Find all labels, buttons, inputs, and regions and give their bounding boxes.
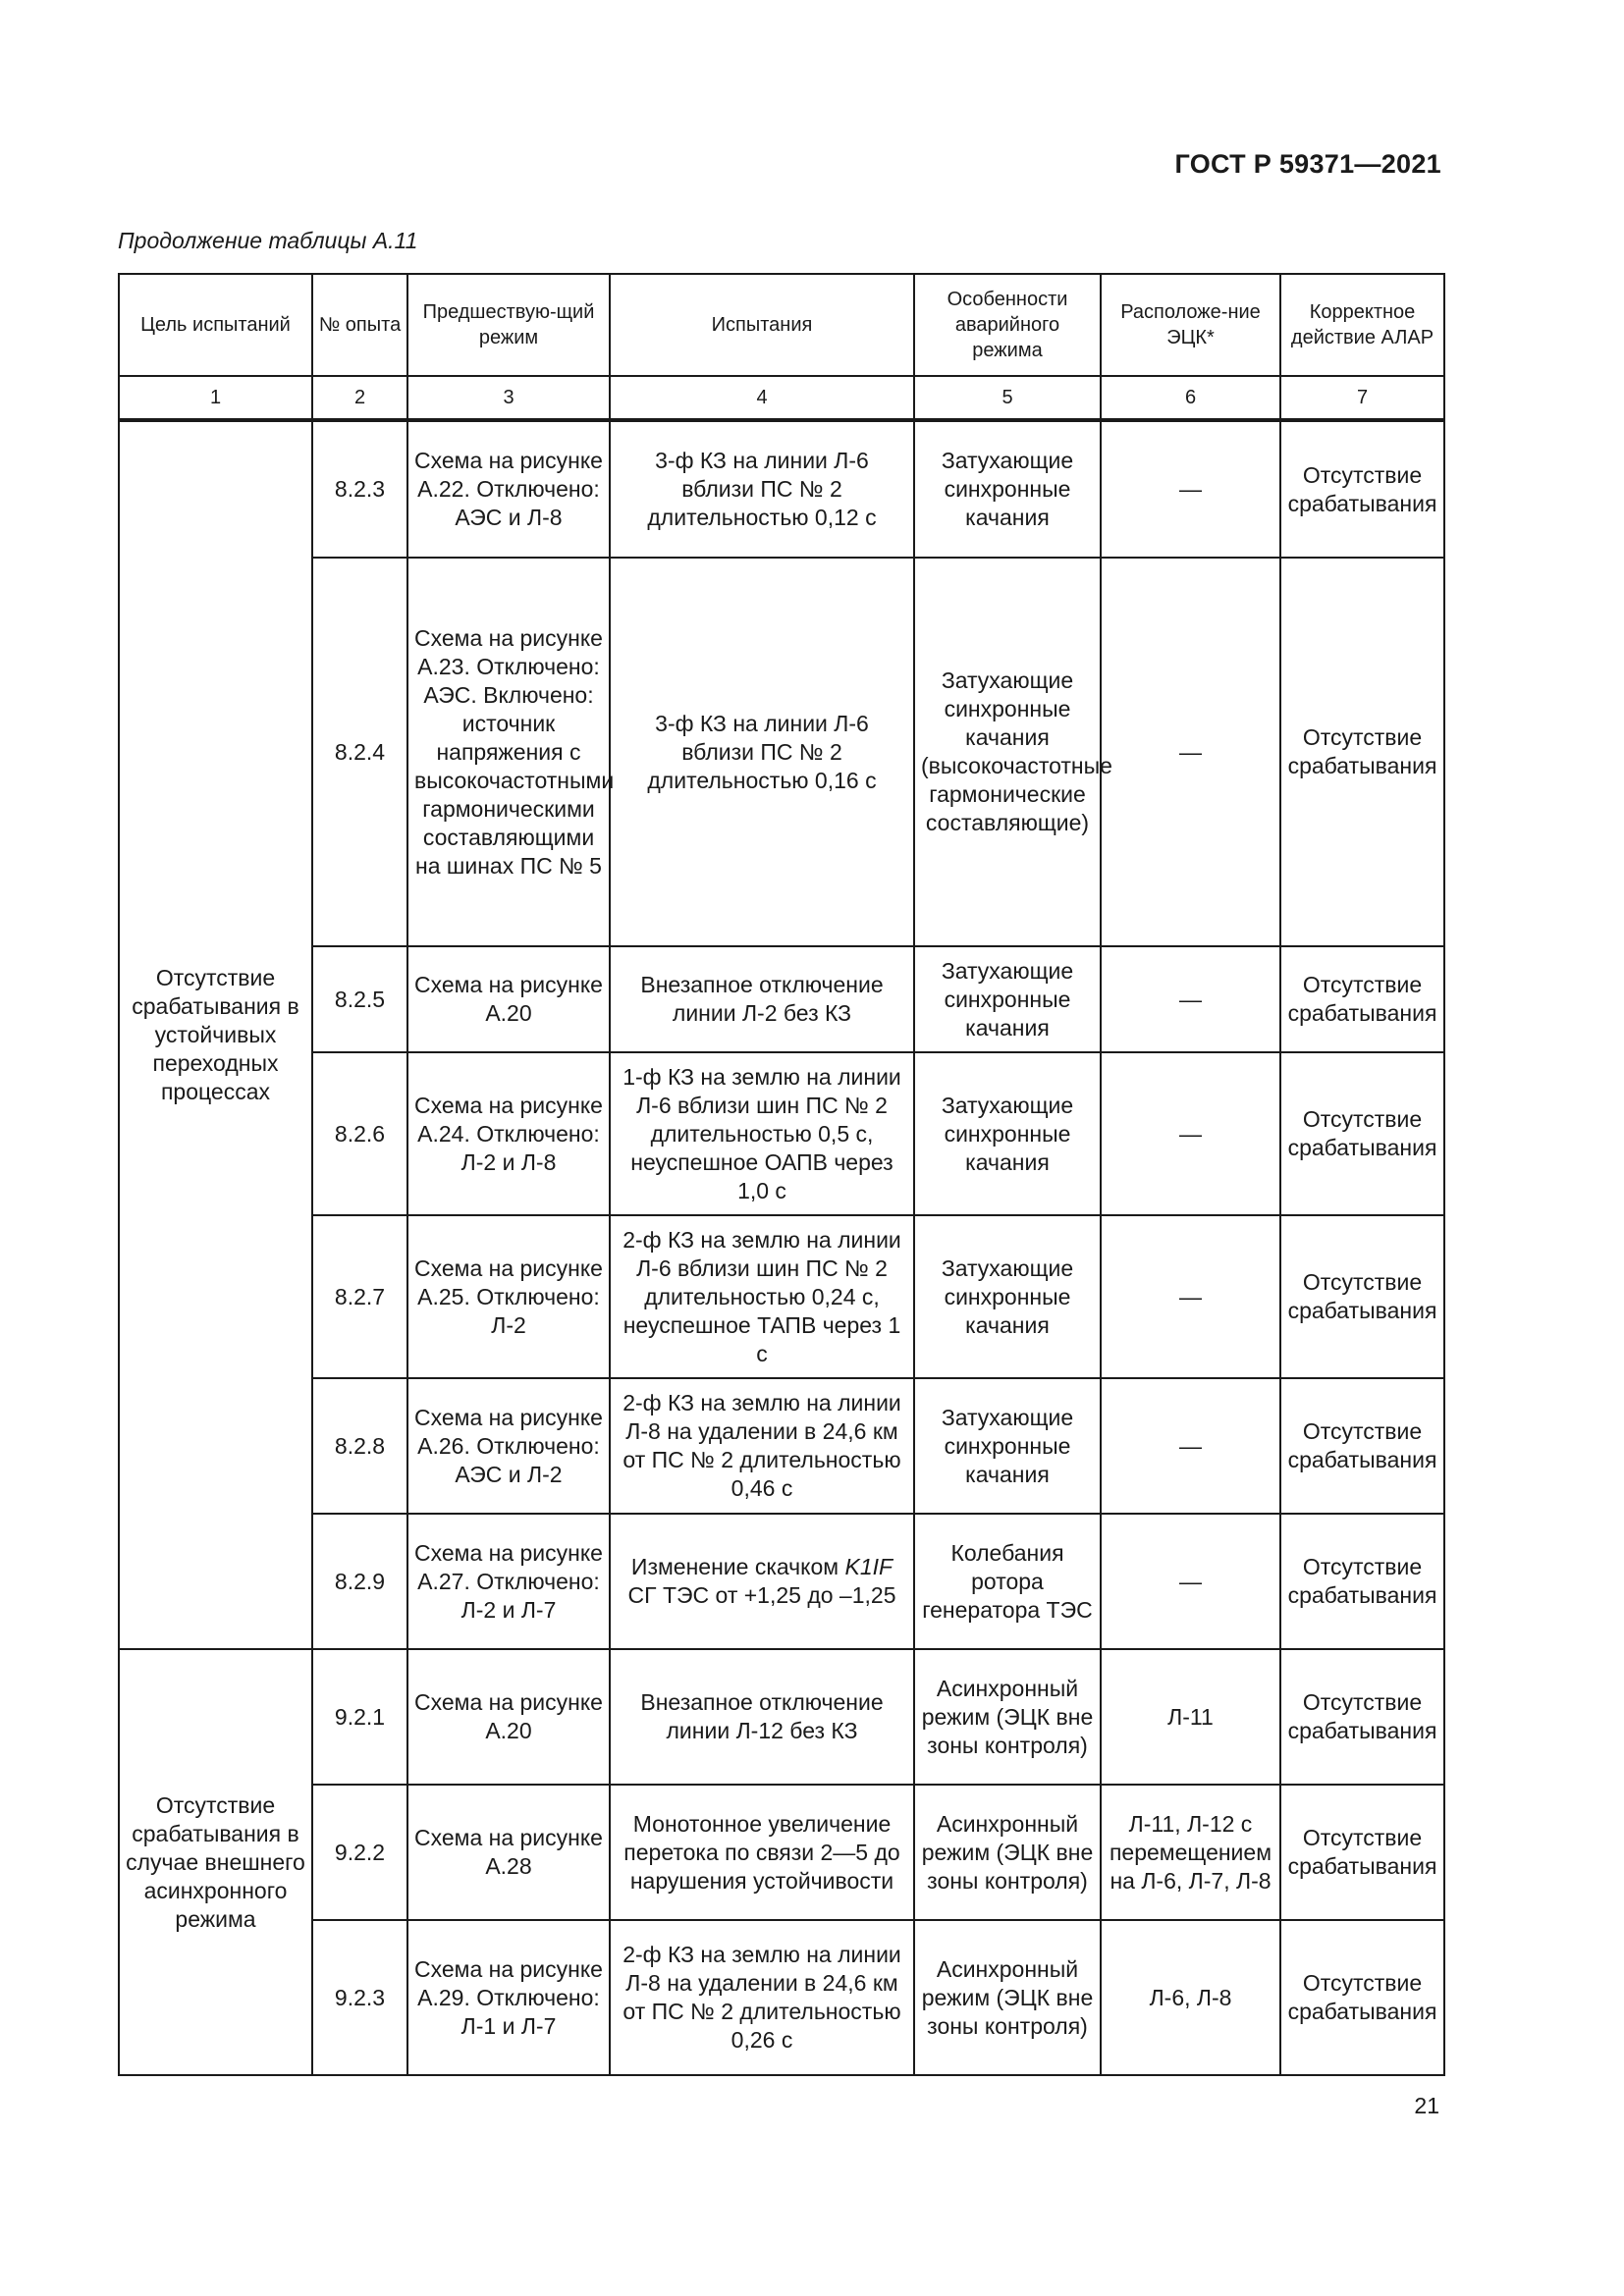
location-cell: Л-6, Л-8 <box>1101 1920 1280 2075</box>
test-number-cell: 9.2.3 <box>312 1920 407 2075</box>
test-cell: 1-ф КЗ на землю на линии Л-6 вблизи шин ПС № 2 длительностью 0,5 с, неуспешное ОАПВ через 1,0 с <box>610 1052 914 1215</box>
feature-cell: Асинхронный режим (ЭЦК вне зоны контроля) <box>914 1785 1101 1920</box>
table-row <box>119 1378 1444 1514</box>
prior-mode-cell: Схема на рисунке А.24. Отключено: Л-2 и Л-8 <box>407 1052 610 1215</box>
location-cell: — <box>1101 1052 1280 1215</box>
prior-mode-cell: Схема на рисунке А.20 <box>407 1649 610 1785</box>
table-row <box>119 1052 1444 1215</box>
test-text-post: СГ ТЭС от +1,25 до –1,25 <box>627 1582 896 1608</box>
document-code: ГОСТ Р 59371—2021 <box>1174 149 1441 179</box>
test-number-cell: 8.2.4 <box>312 558 407 946</box>
table-row <box>119 946 1444 1052</box>
prior-mode-cell: Схема на рисунке А.26. Отключено: АЭС и Л-2 <box>407 1378 610 1514</box>
column-number: 2 <box>312 376 407 420</box>
feature-cell: Колебания ротора генератора ТЭС <box>914 1514 1101 1649</box>
test-number-cell: 8.2.6 <box>312 1052 407 1215</box>
header-prior-mode: Предшествую-щий режим <box>407 274 610 376</box>
test-number-cell: 8.2.8 <box>312 1378 407 1514</box>
test-cell: 3-ф КЗ на линии Л-6 вблизи ПС № 2 длительностью 0,16 с <box>610 558 914 946</box>
action-cell: Отсутствие срабатывания <box>1280 1785 1444 1920</box>
feature-cell: Асинхронный режим (ЭЦК вне зоны контроля) <box>914 1649 1101 1785</box>
purpose-cell: Отсутствие срабатывания в устойчивых переходных процессах <box>119 420 312 1649</box>
prior-mode-cell: Схема на рисунке А.23. Отключено: АЭС. Включено: источник напряжения с высокочастотными гармоническими составляющими на шинах ПС № 5 <box>407 558 610 946</box>
header-purpose: Цель испытаний <box>119 274 312 376</box>
action-cell: Отсутствие срабатывания <box>1280 946 1444 1052</box>
test-cell: Внезапное отключение линии Л-12 без КЗ <box>610 1649 914 1785</box>
action-cell: Отсутствие срабатывания <box>1280 1514 1444 1649</box>
test-number-cell: 8.2.3 <box>312 420 407 558</box>
test-cell: Монотонное увеличение перетока по связи 2—5 до нарушения устойчивости <box>610 1785 914 1920</box>
action-cell: Отсутствие срабатывания <box>1280 1649 1444 1785</box>
location-cell: — <box>1101 420 1280 558</box>
feature-cell: Затухающие синхронные качания (высокочастотные гармонические составляющие) <box>914 558 1101 946</box>
action-cell: Отсутствие срабатывания <box>1280 1052 1444 1215</box>
header-test-number: № опыта <box>312 274 407 376</box>
prior-mode-cell: Схема на рисунке А.29. Отключено: Л-1 и Л-7 <box>407 1920 610 2075</box>
action-cell: Отсутствие срабатывания <box>1280 1378 1444 1514</box>
action-cell: Отсутствие срабатывания <box>1280 1920 1444 2075</box>
location-cell: — <box>1101 1378 1280 1514</box>
prior-mode-cell: Схема на рисунке А.28 <box>407 1785 610 1920</box>
action-cell: Отсутствие срабатывания <box>1280 1215 1444 1378</box>
feature-cell: Затухающие синхронные качания <box>914 420 1101 558</box>
test-cell: 2-ф КЗ на землю на линии Л-6 вблизи шин ПС № 2 длительностью 0,24 с, неуспешное ТАПВ через 1 с <box>610 1215 914 1378</box>
test-cell: 3-ф КЗ на линии Л-6 вблизи ПС № 2 длительностью 0,12 с <box>610 420 914 558</box>
header-ecc-location: Расположе-ние ЭЦК* <box>1101 274 1280 376</box>
feature-cell: Затухающие синхронные качания <box>914 946 1101 1052</box>
column-number-row <box>119 376 1444 420</box>
location-cell: Л-11, Л-12 с перемещением на Л-6, Л-7, Л-8 <box>1101 1785 1280 1920</box>
test-number-cell: 8.2.9 <box>312 1514 407 1649</box>
test-cell: 2-ф КЗ на землю на линии Л-8 на удалении в 24,6 км от ПС № 2 длительностью 0,26 с <box>610 1920 914 2075</box>
test-number-cell: 8.2.7 <box>312 1215 407 1378</box>
feature-cell: Затухающие синхронные качания <box>914 1215 1101 1378</box>
feature-cell: Затухающие синхронные качания <box>914 1378 1101 1514</box>
prior-mode-cell: Схема на рисунке А.27. Отключено: Л-2 и Л-7 <box>407 1514 610 1649</box>
table-continuation-caption: Продолжение таблицы А.11 <box>118 228 418 253</box>
location-cell: — <box>1101 558 1280 946</box>
action-cell: Отсутствие срабатывания <box>1280 420 1444 558</box>
location-cell: — <box>1101 1215 1280 1378</box>
column-number: 7 <box>1280 376 1444 420</box>
test-number-cell: 9.2.2 <box>312 1785 407 1920</box>
prior-mode-cell: Схема на рисунке А.22. Отключено: АЭС и Л-8 <box>407 420 610 558</box>
location-cell: — <box>1101 946 1280 1052</box>
test-table <box>118 273 1445 2076</box>
table-header-row <box>119 274 1444 376</box>
column-number: 3 <box>407 376 610 420</box>
test-text-pre: Изменение скачком <box>630 1554 845 1579</box>
test-cell: 2-ф КЗ на землю на линии Л-8 на удалении в 24,6 км от ПС № 2 длительностью 0,46 с <box>610 1378 914 1514</box>
header-correct-action: Корректное действие АЛАР <box>1280 274 1444 376</box>
column-number: 4 <box>610 376 914 420</box>
page-number: 21 <box>1414 2093 1439 2118</box>
test-text-formula: K1IF <box>844 1554 893 1579</box>
location-cell: Л-11 <box>1101 1649 1280 1785</box>
test-cell <box>610 1514 914 1649</box>
table-row <box>119 1514 1444 1649</box>
column-number: 6 <box>1101 376 1280 420</box>
prior-mode-cell: Схема на рисунке А.25. Отключено: Л-2 <box>407 1215 610 1378</box>
table-row <box>119 1649 1444 1785</box>
test-number-cell: 8.2.5 <box>312 946 407 1052</box>
test-number-cell: 9.2.1 <box>312 1649 407 1785</box>
table-row <box>119 1215 1444 1378</box>
table-row <box>119 420 1444 558</box>
location-cell: — <box>1101 1514 1280 1649</box>
table-row <box>119 558 1444 946</box>
header-emergency-features: Особенности аварийного режима <box>914 274 1101 376</box>
header-tests: Испытания <box>610 274 914 376</box>
purpose-cell: Отсутствие срабатывания в случае внешнего асинхронного режима <box>119 1649 312 2075</box>
column-number: 1 <box>119 376 312 420</box>
column-number: 5 <box>914 376 1101 420</box>
test-cell: Внезапное отключение линии Л-2 без КЗ <box>610 946 914 1052</box>
feature-cell: Затухающие синхронные качания <box>914 1052 1101 1215</box>
table-row <box>119 1785 1444 1920</box>
prior-mode-cell: Схема на рисунке А.20 <box>407 946 610 1052</box>
action-cell: Отсутствие срабатывания <box>1280 558 1444 946</box>
table-row <box>119 1920 1444 2075</box>
feature-cell: Асинхронный режим (ЭЦК вне зоны контроля) <box>914 1920 1101 2075</box>
